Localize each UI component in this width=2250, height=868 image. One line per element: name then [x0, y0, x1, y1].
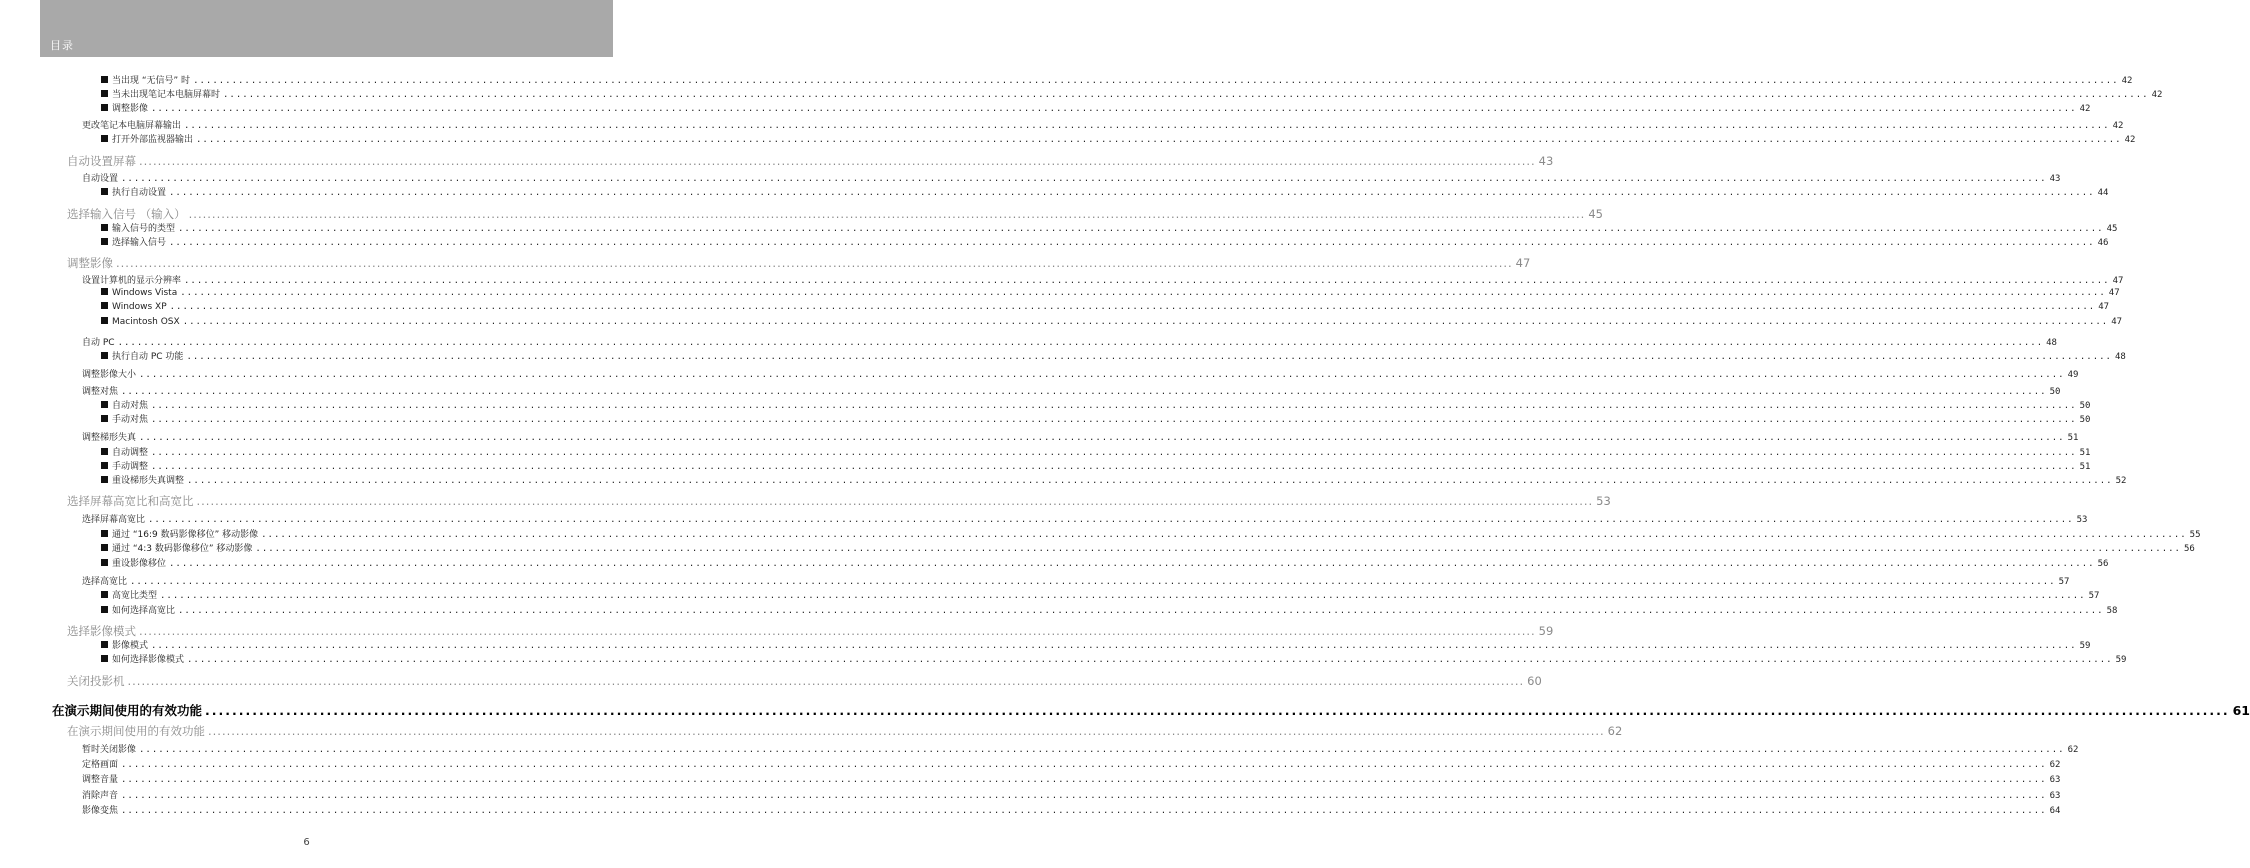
toc-entry-title	[101, 288, 177, 298]
toc-entry-page: 45	[2106, 224, 2118, 234]
toc-entry-page: 47	[2112, 276, 2124, 286]
toc-entry-title	[82, 273, 181, 286]
toc-entry-title	[82, 512, 145, 525]
square-bullet-icon	[101, 559, 108, 566]
toc-entry-title	[101, 473, 184, 486]
toc-entry-text: 当出现 “无信号” 时	[112, 76, 191, 86]
toc-entry-text: 通过 “16:9 数码影像移位” 移动影像	[112, 530, 259, 540]
dot-leader: ............................................................................................................................................................................................................................................................................................................	[139, 745, 2065, 755]
toc-entry-title	[101, 349, 183, 362]
dot-leader: ............................................................................................................................................................................................................................................................................................................	[139, 154, 1536, 168]
toc-entry-text: 重设梯形失真调整	[112, 476, 185, 486]
dot-leader: ............................................................................................................................................................................................................................................................................................................	[186, 352, 2112, 362]
square-bullet-icon	[101, 415, 108, 422]
square-bullet-icon	[101, 90, 108, 97]
toc-entry-text: 选择屏幕高宽比	[82, 515, 146, 525]
toc-entry-text: 在演示期间使用的有效功能	[67, 724, 205, 738]
toc-entry-text: 执行自动设置	[112, 188, 167, 198]
toc-entry-text: 调整音量	[82, 775, 119, 785]
toc-entry-page: 49	[2067, 370, 2079, 380]
toc-entry[interactable]	[101, 235, 2109, 248]
toc-entry[interactable]	[101, 221, 2118, 234]
toc-entry-page: 44	[2097, 188, 2109, 198]
toc-entry-page: 53	[1596, 494, 1611, 508]
toc-entry-page: 62	[2067, 745, 2079, 755]
toc-entry-text: 影像模式	[112, 641, 149, 651]
toc-entry-page: 47	[2111, 317, 2123, 327]
dot-leader: ............................................................................................................................................................................................................................................................................................................	[169, 188, 2095, 198]
toc-entry[interactable]	[101, 185, 2109, 198]
toc-entry-text: 更改笔记本电脑屏幕输出	[82, 121, 182, 131]
toc-entry-title	[101, 73, 190, 86]
toc-entry[interactable]	[82, 118, 2124, 131]
toc-entry[interactable]	[101, 349, 2126, 362]
toc-entry-text: 设置计算机的显示分辨率	[82, 276, 182, 286]
toc-entry-title	[101, 445, 148, 458]
toc-entry-text: 手动调整	[112, 462, 149, 472]
toc-entry-text: 自动设置屏幕	[67, 154, 136, 168]
toc-entry-title	[101, 459, 148, 472]
toc-entry-title	[101, 101, 148, 114]
toc-entry[interactable]	[101, 473, 2127, 486]
toc-entry[interactable]	[67, 673, 1542, 689]
toc-entry-text: 消除声音	[82, 791, 119, 801]
toc-entry[interactable]	[82, 430, 2079, 443]
toc-entry-text: 定格画面	[82, 760, 119, 770]
toc-entry-title	[82, 757, 118, 770]
dot-leader: ............................................................................................................................................................................................................................................................................................................	[196, 135, 2122, 145]
toc-entry-text: 调整影像	[67, 256, 113, 270]
toc-entry-page: 56	[2183, 544, 2195, 554]
toc-entry-text: 如何选择影像模式	[112, 655, 185, 665]
square-bullet-icon	[101, 462, 108, 469]
toc-entry-text: 在演示期间使用的有效功能	[52, 703, 203, 718]
toc-entry[interactable]	[67, 493, 1611, 509]
toc-entry-page: 51	[2079, 448, 2091, 458]
dot-leader: ............................................................................................................................................................................................................................................................................................................	[255, 544, 2181, 554]
toc-entry[interactable]	[101, 556, 2109, 569]
toc-entry-page: 53	[2076, 515, 2088, 525]
toc-entry-text: 暂时关闭影像	[82, 745, 137, 755]
toc-entry[interactable]	[101, 445, 2091, 458]
dot-leader: ............................................................................................................................................................................................................................................................................................................	[121, 806, 2047, 816]
toc-entry-title	[67, 723, 205, 739]
toc-entry-title	[67, 153, 136, 169]
square-bullet-icon	[101, 288, 108, 295]
dot-leader: ............................................................................................................................................................................................................................................................................................................	[151, 462, 2077, 472]
toc-entry-text: 调整对焦	[82, 387, 119, 397]
dot-leader: ............................................................................................................................................................................................................................................................................................................	[121, 387, 2047, 397]
toc-entry-title	[82, 742, 136, 755]
toc-entry[interactable]	[67, 623, 1554, 639]
dot-leader: ............................................................................................................................................................................................................................................................................................................	[178, 606, 2104, 616]
toc-entry-page: 47	[1515, 256, 1531, 270]
toc-entry-text: 调整影像大小	[82, 370, 137, 380]
square-bullet-icon	[101, 544, 108, 551]
toc-entry-title	[82, 803, 118, 816]
dot-leader: ............................................................................................................................................................................................................................................................................................................	[151, 401, 2077, 411]
toc-entry-title	[101, 302, 167, 312]
toc-entry-page: 42	[2151, 90, 2163, 100]
square-bullet-icon	[101, 530, 108, 537]
square-bullet-icon	[101, 224, 108, 231]
toc-entry-title	[82, 430, 136, 443]
dot-leader: ............................................................................................................................................................................................................................................................................................................	[151, 448, 2077, 458]
toc-entry-text: 通过 “4:3 数码影像移位” 移动影像	[112, 544, 253, 554]
toc-entry[interactable]	[101, 288, 2120, 298]
dot-leader: ............................................................................................................................................................................................................................................................................................................	[180, 288, 2106, 298]
toc-entry-page: 48	[2114, 352, 2126, 362]
dot-leader: ............................................................................................................................................................................................................................................................................................................	[139, 370, 2065, 380]
toc-entry-title	[67, 493, 194, 509]
square-bullet-icon	[101, 104, 108, 111]
square-bullet-icon	[101, 76, 108, 83]
toc-entry-text: 自动设置	[82, 174, 119, 184]
toc-entry[interactable]	[101, 101, 2091, 114]
dot-leader: ............................................................................................................................................................................................................................................................................................................	[187, 655, 2113, 665]
dot-leader: ............................................................................................................................................................................................................................................................................................................	[184, 276, 2110, 286]
toc-entry[interactable]	[82, 335, 2057, 348]
toc-entry[interactable]	[101, 87, 2163, 100]
toc-entry-title	[101, 87, 220, 100]
toc-entry-title	[101, 652, 184, 665]
dot-leader: ............................................................................................................................................................................................................................................................................................................	[182, 317, 2109, 327]
toc-entry-page: 42	[2124, 135, 2136, 145]
toc-entry-title	[101, 398, 148, 411]
header-title: 目录	[50, 39, 74, 52]
toc-entry-text: 自动 PC	[82, 338, 115, 348]
toc-entry-page: 60	[1527, 674, 1542, 688]
dot-leader: ............................................................................................................................................................................................................................................................................................................	[188, 207, 1586, 221]
toc-entry-page: 51	[2067, 433, 2079, 443]
toc-entry-text: 调整影像	[112, 104, 149, 114]
square-bullet-icon	[101, 448, 108, 455]
toc-entry[interactable]	[82, 574, 2070, 587]
toc-entry[interactable]	[82, 273, 2124, 286]
toc-entry-title	[101, 132, 193, 145]
toc-entry-page: 57	[2088, 591, 2100, 601]
toc-entry-text: Windows Vista	[112, 288, 178, 298]
toc-entry[interactable]	[101, 527, 2201, 540]
toc-entry-title	[82, 384, 118, 397]
toc-entry[interactable]	[101, 459, 2091, 472]
dot-leader: ............................................................................................................................................................................................................................................................................................................	[261, 530, 2187, 540]
toc-entry[interactable]	[67, 153, 1554, 169]
dot-leader: ............................................................................................................................................................................................................................................................................................................	[193, 76, 2119, 86]
toc-entry[interactable]	[82, 512, 2088, 525]
square-bullet-icon	[101, 476, 108, 483]
toc-entry-page: 50	[2079, 401, 2091, 411]
toc-entry-page: 55	[2189, 530, 2201, 540]
toc-entry[interactable]	[67, 255, 1531, 271]
dot-leader: ............................................................................................................................................................................................................................................................................................................	[208, 724, 1605, 738]
toc-entry-text: 调整梯形失真	[82, 433, 137, 443]
toc-entry-title	[82, 772, 118, 785]
toc-entry-title	[101, 588, 157, 601]
dot-leader: ............................................................................................................................................................................................................................................................................................................	[223, 90, 2149, 100]
toc-entry-page: 56	[2097, 559, 2109, 569]
toc-entry-title	[52, 701, 202, 719]
dot-leader: ............................................................................................................................................................................................................................................................................................................	[169, 302, 2096, 312]
toc-entry-page: 64	[2049, 806, 2061, 816]
toc-entry-text: 输入信号的类型	[112, 224, 176, 234]
toc-entry-page: 51	[2079, 462, 2091, 472]
dot-leader: ............................................................................................................................................................................................................................................................................................................	[127, 674, 1525, 688]
toc-entry[interactable]	[82, 788, 2061, 801]
dot-leader: ............................................................................................................................................................................................................................................................................................................	[169, 559, 2095, 569]
dot-leader: ............................................................................................................................................................................................................................................................................................................	[169, 238, 2095, 248]
toc-entry[interactable]	[101, 541, 2195, 554]
toc-entry[interactable]	[82, 367, 2079, 380]
square-bullet-icon	[101, 317, 108, 324]
toc-entry-page: 59	[2115, 655, 2127, 665]
toc-entry-text: 自动调整	[112, 448, 149, 458]
toc-entry[interactable]	[82, 384, 2061, 397]
toc-entry-page: 63	[2049, 775, 2061, 785]
toc-entry-text: 选择屏幕高宽比和高宽比	[67, 494, 194, 508]
square-bullet-icon	[101, 401, 108, 408]
toc-entry-page: 48	[2046, 338, 2057, 348]
dot-leader: ............................................................................................................................................................................................................................................................................................................	[130, 577, 2056, 587]
toc-entry[interactable]	[67, 723, 1623, 739]
toc-entry-page: 62	[2049, 760, 2061, 770]
dot-leader: ............................................................................................................................................................................................................................................................................................................	[196, 494, 1594, 508]
toc-entry-title	[101, 603, 175, 616]
toc-entry-text: 手动对焦	[112, 415, 149, 425]
dot-leader: ............................................................................................................................................................................................................................................................................................................	[121, 174, 2047, 184]
toc-entry-text: Macintosh OSX	[112, 317, 180, 327]
dot-leader: ............................................................................................................................................................................................................................................................................................................	[121, 760, 2047, 770]
dot-leader: ............................................................................................................................................................................................................................................................................................................	[139, 433, 2065, 443]
toc-entry-title	[101, 412, 148, 425]
toc-entry[interactable]	[101, 652, 2127, 665]
dot-leader: ............................................................................................................................................................................................................................................................................................................	[160, 591, 2086, 601]
toc-entry[interactable]	[101, 603, 2118, 616]
toc-entry-page: 42	[2079, 104, 2091, 114]
toc-entry-title	[82, 788, 118, 801]
page-number: 6	[303, 837, 310, 848]
toc-entry-page: 45	[1588, 207, 1603, 221]
toc-entry[interactable]	[82, 742, 2079, 755]
toc-entry[interactable]	[101, 398, 2091, 411]
square-bullet-icon	[101, 135, 108, 142]
square-bullet-icon	[101, 591, 108, 598]
toc-entry[interactable]	[67, 206, 1603, 222]
square-bullet-icon	[101, 302, 108, 309]
toc-entry-title	[67, 623, 136, 639]
toc-entry[interactable]	[101, 588, 2100, 601]
toc-entry-title	[101, 235, 166, 248]
toc-entry-text: 重设影像移位	[112, 559, 167, 569]
dot-leader: ............................................................................................................................................................................................................................................................................................................	[148, 515, 2074, 525]
square-bullet-icon	[101, 606, 108, 613]
square-bullet-icon	[101, 238, 108, 245]
toc-entry-text: 打开外部监视器输出	[112, 135, 194, 145]
toc-entry-title	[101, 541, 252, 554]
toc-entry-page: 46	[2097, 238, 2109, 248]
toc-entry-page: 57	[2058, 577, 2070, 587]
toc-entry-title	[101, 638, 148, 651]
toc-entry[interactable]	[82, 772, 2061, 785]
toc-entry-page: 59	[1538, 624, 1554, 638]
toc-entry-page: 61	[2232, 703, 2250, 718]
toc-entry-title	[67, 255, 113, 271]
toc-entry-page: 58	[2106, 606, 2118, 616]
toc-entry-page: 62	[1607, 724, 1623, 738]
toc-entry-page: 50	[2079, 415, 2091, 425]
dot-leader: ............................................................................................................................................................................................................................................................................................................	[178, 224, 2104, 234]
toc-entry-title	[82, 171, 118, 184]
dot-leader: ............................................................................................................................................................................................................................................................................................................	[184, 121, 2110, 131]
toc-entry-page: 59	[2079, 641, 2091, 651]
toc-entry[interactable]	[101, 132, 2136, 145]
toc-entry-text: 关闭投影机	[67, 674, 125, 688]
dot-leader: ............................................................................................................................................................................................................................................................................................................	[151, 104, 2077, 114]
toc-entry-title	[67, 673, 125, 689]
square-bullet-icon	[101, 655, 108, 662]
toc-entry-title	[101, 185, 166, 198]
toc-entry-text: 选择影像模式	[67, 624, 136, 638]
dot-leader: ............................................................................................................................................................................................................................................................................................................	[151, 641, 2077, 651]
toc-entry-page: 52	[2115, 476, 2127, 486]
square-bullet-icon	[101, 641, 108, 648]
square-bullet-icon	[101, 352, 108, 359]
toc-entry-title	[82, 118, 181, 131]
dot-leader: ............................................................................................................................................................................................................................................................................................................	[187, 476, 2113, 486]
dot-leader: ............................................................................................................................................................................................................................................................................................................	[121, 775, 2047, 785]
toc-entry-text: 选择输入信号	[112, 238, 167, 248]
toc-entry[interactable]	[82, 757, 2061, 770]
toc-entry-title	[101, 317, 180, 327]
toc-entry-text: 执行自动 PC 功能	[112, 352, 184, 362]
toc-entry[interactable]	[101, 317, 2123, 327]
toc-entry-page: 42	[2112, 121, 2124, 131]
toc-entry-text: 选择高宽比	[82, 577, 128, 587]
toc-entry-text: Windows XP	[112, 302, 167, 312]
dot-leader: ............................................................................................................................................................................................................................................................................................................	[121, 791, 2047, 801]
dot-leader: ............................................................................................................................................................................................................................................................................................................	[116, 256, 1513, 270]
toc-entry[interactable]	[101, 638, 2091, 651]
toc-entry-text: 自动对焦	[112, 401, 149, 411]
toc-entry[interactable]	[52, 701, 2250, 719]
toc-entry-title	[101, 556, 166, 569]
toc-entry-page: 42	[2121, 76, 2133, 86]
toc-entry[interactable]	[82, 803, 2061, 816]
toc-entry-title	[101, 527, 258, 540]
toc-entry-title	[82, 574, 127, 587]
toc-entry-text: 当未出现笔记本电脑屏幕时	[112, 90, 221, 100]
toc-entry-title	[67, 206, 186, 222]
dot-leader: ............................................................................................................................................................................................................................................................................................................	[117, 338, 2044, 348]
toc-entry[interactable]	[101, 73, 2133, 86]
toc-entry-page: 43	[2049, 174, 2061, 184]
toc-entry[interactable]	[82, 171, 2061, 184]
toc-entry-title	[82, 367, 136, 380]
toc-entry-text: 影像变焦	[82, 806, 119, 816]
toc-entry-title	[82, 335, 115, 348]
dot-leader: ............................................................................................................................................................................................................................................................................................................	[151, 415, 2077, 425]
square-bullet-icon	[101, 188, 108, 195]
toc-entry-page: 43	[1538, 154, 1554, 168]
toc-entry-title	[101, 221, 175, 234]
toc-entry-page: 47	[2098, 302, 2110, 312]
toc-entry-text: 选择输入信号 （输入）	[67, 207, 186, 221]
toc-entry-page: 50	[2049, 387, 2061, 397]
dot-leader: ............................................................................................................................................................................................................................................................................................................	[139, 624, 1536, 638]
toc-entry-text: 如何选择高宽比	[112, 606, 176, 616]
toc-entry[interactable]	[101, 412, 2091, 425]
toc-entry-page: 63	[2049, 791, 2061, 801]
dot-leader: ............................................................................................................................................................................................................................................................................................................	[205, 703, 2230, 718]
toc-entry-page: 47	[2108, 288, 2120, 298]
toc-entry[interactable]	[101, 302, 2110, 312]
toc-entry-text: 高宽比类型	[112, 591, 158, 601]
